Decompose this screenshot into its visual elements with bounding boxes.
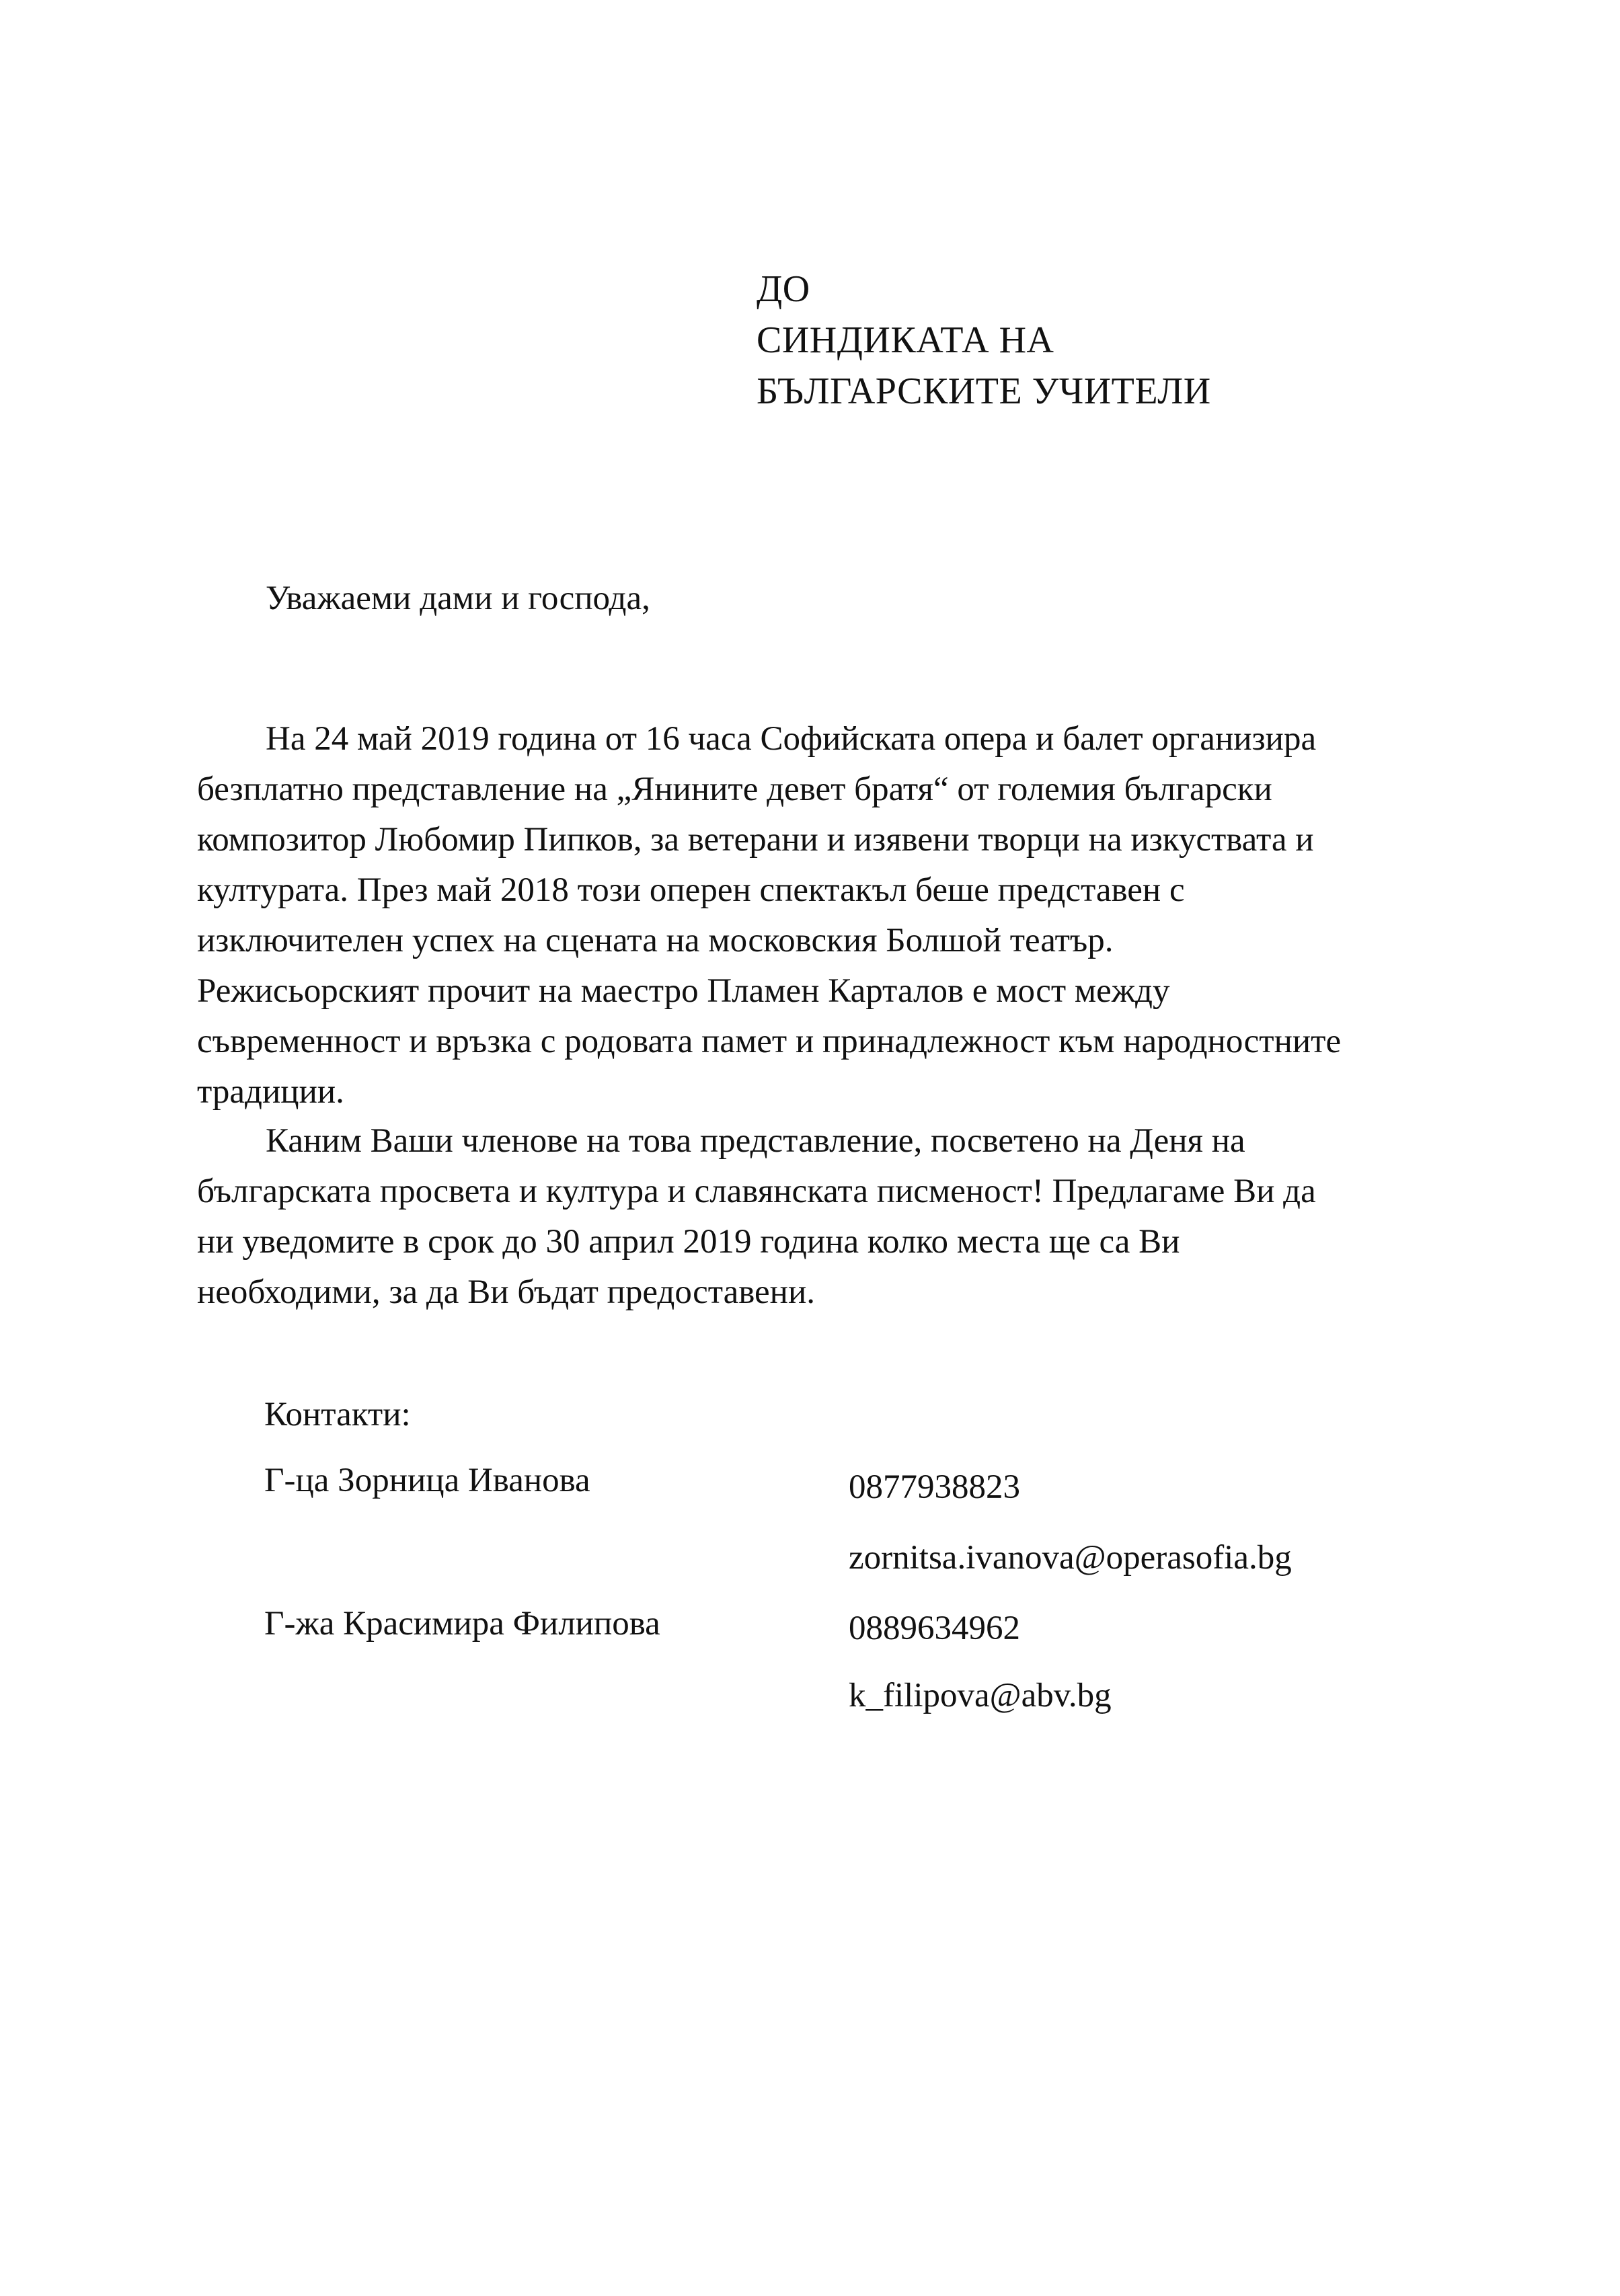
addressee-block <box>757 264 1211 417</box>
contact-name-1: Г-ца Зорница Иванова <box>264 1462 590 1499</box>
paragraph-line: Каним Ваши членове на това представление, посветено на Деня на <box>266 1122 1245 1160</box>
paragraph-line: ни уведомите в срок до 30 април 2019 година колко места ще са Ви <box>197 1223 1180 1261</box>
paragraph-line: традиции. <box>197 1073 344 1111</box>
paragraph-line: безплатно представление на „Янините девет братя“ от големия български <box>197 770 1272 808</box>
paragraph-line: изключителен успех на сцената на московския Болшой театър. <box>197 922 1114 959</box>
paragraph-line: На 24 май 2019 година от 16 часа Софийската опера и балет организира <box>266 720 1317 758</box>
paragraph-invitation-details <box>197 714 1441 1117</box>
contact-name-2: Г-жа Красимира Филипова <box>264 1605 660 1642</box>
addressee-line-3: БЪЛГАРСКИТЕ УЧИТЕЛИ <box>757 370 1211 412</box>
contact-email-2: k_filipova@abv.bg <box>849 1677 1112 1714</box>
paragraph-line: културата. През май 2018 този оперен спектакъл беше представен с <box>197 871 1185 909</box>
contact-phone-1: 0877938823 <box>849 1468 1020 1506</box>
contact-phone-2: 0889634962 <box>849 1610 1020 1647</box>
paragraph-line: съвременност и връзка с родовата памет и принадлежност към народностните <box>197 1023 1342 1060</box>
addressee-line-1: ДО <box>757 268 810 310</box>
salutation: Уважаеми дами и господа, <box>266 580 650 617</box>
paragraph-line: композитор Любомир Пипков, за ветерани и изявени творци на изкуствата и <box>197 821 1314 859</box>
contacts-heading: Контакти: <box>264 1396 411 1433</box>
paragraph-line: Режисьорският прочит на маестро Пламен Карталов е мост между <box>197 972 1170 1010</box>
paragraph-line: българската просвета и култура и славянската писменост! Предлагаме Ви да <box>197 1173 1316 1210</box>
addressee-line-2: СИНДИКАТА НА <box>757 319 1054 361</box>
contact-email-1: zornitsa.ivanova@operasofia.bg <box>849 1539 1292 1577</box>
paragraph-line: необходими, за да Ви бъдат предоставени. <box>197 1273 816 1311</box>
paragraph-invitation-request <box>197 1116 1441 1318</box>
